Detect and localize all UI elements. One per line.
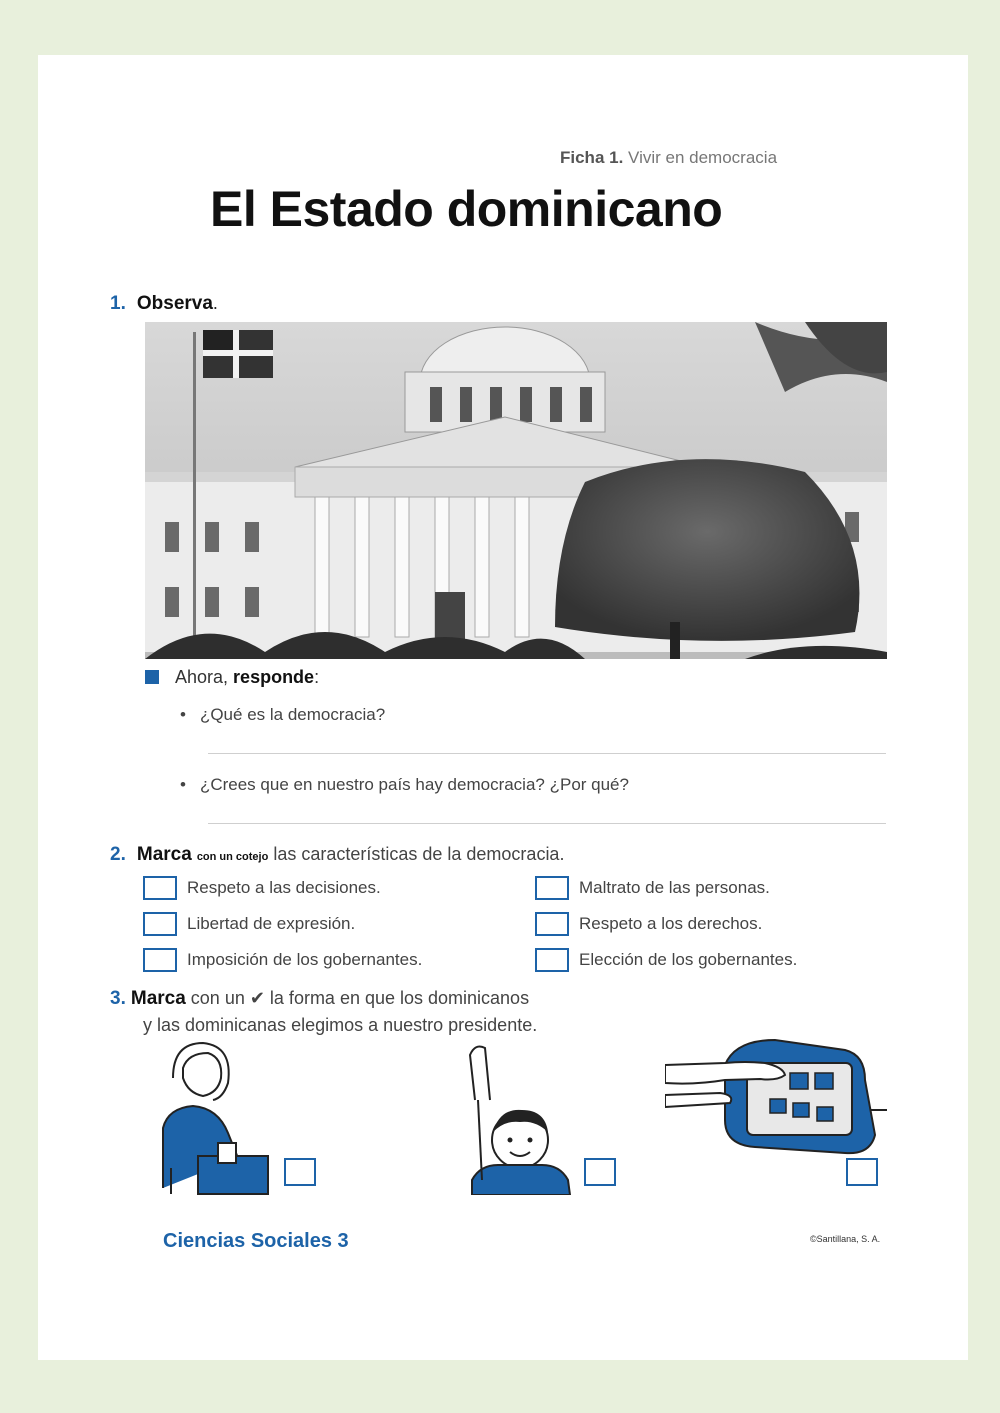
question-2-heading: 2. Marca con un cotejo las características de la democracia. [110,844,565,865]
ballot-box-voting-illustration [143,1038,273,1201]
checkbox[interactable] [535,948,569,972]
page-title: El Estado dominicano [210,181,723,237]
electronic-voting-illustration [665,1035,887,1165]
answer-line-2[interactable] [208,823,886,824]
bullet-question-democracy: • ¿Qué es la democracia? [180,705,386,724]
option-respeto-decisiones[interactable]: Respeto a las decisiones. [143,876,381,900]
question-1-heading: 1. Observa. [110,293,218,314]
option-imposicion-gobernantes[interactable]: Imposición de los gobernantes. [143,948,422,972]
option-maltrato-personas[interactable]: Maltrato de las personas. [535,876,770,900]
checkbox-ballot-box[interactable] [284,1158,316,1186]
checkbox-electronic-voting[interactable] [846,1158,878,1186]
raised-hand-illustration [460,1040,580,1200]
checkbox[interactable] [143,876,177,900]
checkbox[interactable] [535,876,569,900]
option-respeto-derechos[interactable]: Respeto a los derechos. [535,912,762,936]
answer-line-1[interactable] [208,753,886,754]
checkbox[interactable] [143,912,177,936]
checkbox-raised-hand[interactable] [584,1158,616,1186]
bullet-question-country: • ¿Crees que en nuestro país hay democracia? ¿Por qué? [180,775,629,794]
subquestion-intro: Ahora, responde: [145,667,319,688]
question-3-heading: 3. Marca con un ✔ la forma en que los dominicanos y las dominicanas elegimos a nuestro presidente. [110,988,538,1035]
option-eleccion-gobernantes[interactable]: Elección de los gobernantes. [535,948,797,972]
copyright: ©Santillana, S. A. [810,1234,881,1244]
checkbox[interactable] [535,912,569,936]
book-title: Ciencias Sociales 3 [163,1230,349,1252]
national-palace-photo [145,322,887,659]
square-bullet-icon [145,670,159,684]
checkbox[interactable] [143,948,177,972]
option-libertad-expresion[interactable]: Libertad de expresión. [143,912,355,936]
ficha-label: Ficha 1. Vivir en democracia [560,148,778,167]
